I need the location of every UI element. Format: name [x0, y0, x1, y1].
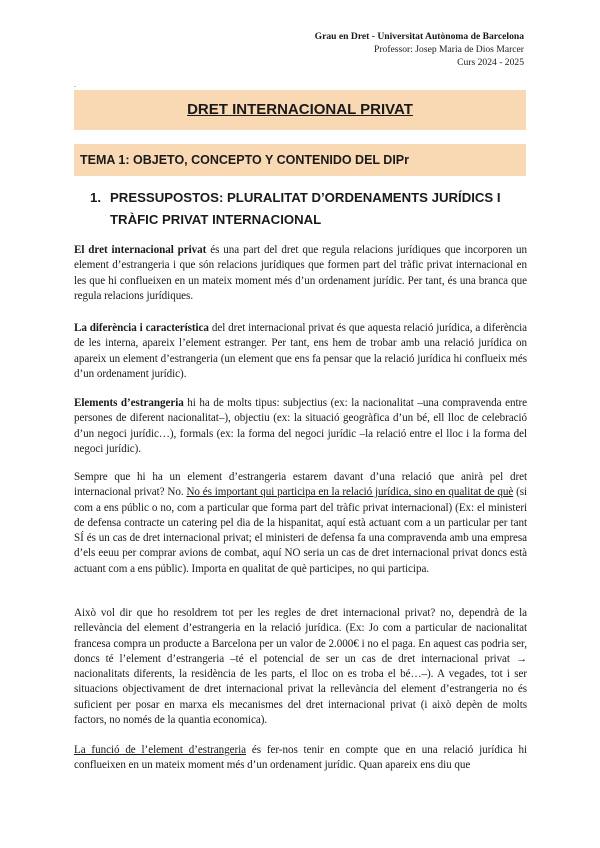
- paragraph-6-text: és fer-nos tenir en compte que en una relació jurídica hi conflueixen en un mateix moment més d’un ordenament jurídic. Quan apareix ens diu que: [74, 744, 527, 772]
- header-course: Curs 2024 - 2025: [457, 57, 524, 68]
- paragraph-6-underlined: La funció de l’element d’estrangeria: [74, 744, 247, 756]
- paragraph-4-underlined: No és important qui participa en la relació jurídica, sino en qualitat de què: [186, 486, 514, 499]
- paragraph-3-lead: Elements d’estrangeria: [74, 397, 184, 409]
- paragraph-6: [74, 743, 527, 774]
- tema-heading: TEMA 1: OBJETO, CONCEPTO Y CONTENIDO DEL DIPr: [74, 144, 526, 176]
- paragraph-1-lead: El dret internacional privat: [74, 244, 207, 256]
- paragraph-3: [74, 396, 527, 457]
- page-header: [315, 30, 524, 69]
- section-heading: [90, 187, 520, 231]
- section-number: 1.: [90, 190, 101, 205]
- paragraph-4: [74, 470, 527, 577]
- paragraph-4-text: (si com a ens públic o no, com a particular que forma part del tràfic privat internacional) (Ex: el ministeri de defensa contracte un catering pel dia de la hispanitat, aquí està actuant com a un particular per tant SÍ és un cas de dret internacional privat; el ministeri de defensa fa una compravenda amb una empresa d’els eeuu per comprar avions de combat, aquí NO seria un cas de dret internacional privat doncs està actuant com a ens públic). Importa en qualitat de què participes, no qui participa.: [74, 486, 528, 575]
- paragraph-1: [74, 243, 527, 304]
- paragraph-2-text: del dret internacional privat és que aquesta relació jurídica, a diferència de les interna, apareix l’element estranger. Per tant, ens hem de trobar amb una relació jurídica on apareix un element d’estrangeria (un element que ens fa pensar que la relació jurídica hi conflueix més d’un ordenament jurídic).: [74, 322, 527, 380]
- paragraph-3-text: hi ha de molts tipus: subjectius (ex: la nacionalitat –una compravenda entre persones de diferent nacionalitat–), objectiu (ex: la situació geogràfica d’un bé, ell lloc de celebració d’un negoci jurídic…), formals (ex: la forma del negoci jurídic –la relació entre el lloc i la forma del negoci jurídic).: [74, 397, 527, 455]
- header-professor: Professor: Josep Maria de Dios Marcer: [374, 44, 524, 55]
- paragraph-2-lead: La diferència i característica: [74, 322, 209, 334]
- stray-marker: .: [74, 80, 76, 89]
- paragraph-4-intro: Sempre que hi ha un element d’estrangeria estarem davant d’una relació que anirà pel dret internacional privat? No.: [74, 471, 527, 499]
- section-title-text: PRESSUPOSTOS: PLURALITAT D’ORDENAMENTS JURÍDICS I TRÀFIC PRIVAT INTERNACIONAL: [110, 190, 501, 227]
- paragraph-5-text: Això vol dir que ho resoldrem tot per les regles de dret internacional privat? no, dependrà de la rellevància del element d’estrangeria en la relació jurídica. (Ex: Jo com a particular de nacionalitat francesa compra un producte a Barcelona per un valor de 2.000€ i no el paga. En aquest cas podria ser, doncs té l’element d’estrangeria –té el potencial de ser un cas de dret internacional privat → nacionalitats diferents, la residència de les parts, el lloc on es troba el bé…–). A vegades, tot i ser situacions objectivament de dret internacional privat la rellevància del element d’estrangeria no és suficient per posar en marxa els mecanismes del dret internacional privat (i això depèn de molts factors, no només de la quantia economica).: [74, 607, 527, 727]
- paragraph-2: [74, 321, 527, 382]
- document-title: DRET INTERNACIONAL PRIVAT: [74, 90, 526, 130]
- paragraph-1-text: és una part del dret que regula relacions jurídiques que incorporen un element d’estrangeria i que són relacions jurídiques que formen part del tràfic privat internacional en les que hi conflueixen en un mateix moment més d’un ordenament jurídic. Per tant, és una branca que regula relacions jurídiques.: [74, 244, 527, 302]
- paragraph-5: [74, 606, 527, 728]
- header-university: Grau en Dret - Universitat Autònoma de Barcelona: [314, 31, 524, 42]
